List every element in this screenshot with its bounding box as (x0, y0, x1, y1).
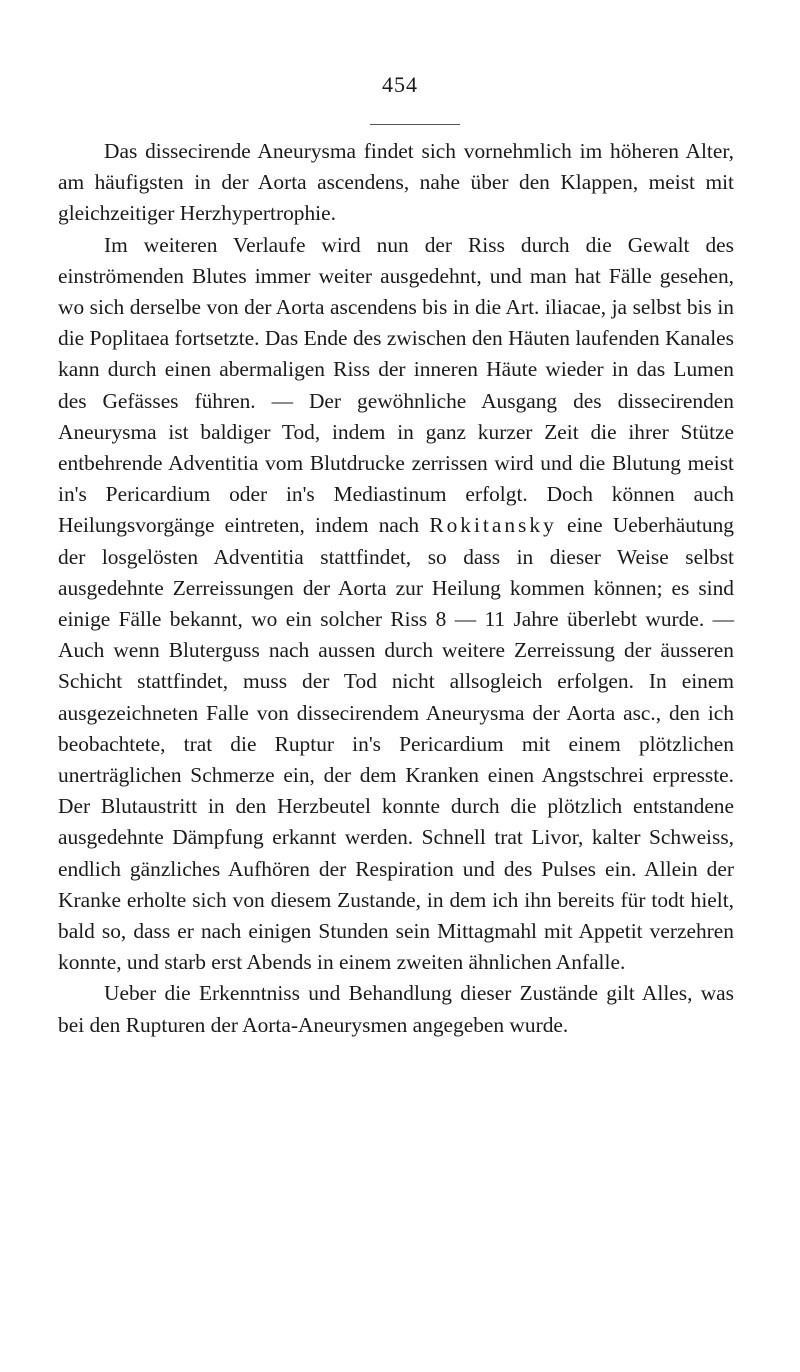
page-number-rule (370, 124, 460, 125)
page-number: 454 (382, 72, 418, 97)
paragraph-2 (58, 230, 734, 979)
author-name-rokitansky: Rokitansky (429, 513, 557, 538)
body-text (58, 136, 734, 1041)
paragraph-2-part-2: eine Ueberhäutung der losgelösten Adventitia stattfindet, so dass in dieser Weise selbst ausgedehnte Zerreissungen der Aorta zur Heilung kommen können; es sind einige Fälle bekannt, wo ein solcher Riss 8 — 11 Jahre überlebt wurde. — Auch wenn Bluterguss nach aussen durch weitere Zerreissung der äusseren Schicht stattfindet, muss der Tod nicht allsogleich erfolgen. In einem ausgezeichneten Falle von dissecirendem Aneurysma der Aorta asc., den ich beobachtete, trat die Ruptur in's Pericardium mit einem plötzlichen unerträglichen Schmerze ein, der dem Kranken einen Angstschrei erpresste. Der Blutaustritt in den Herzbeutel konnte durch die plötzlich entstandene ausgedehnte Dämpfung erkannt werden. Schnell trat Livor, kalter Schweiss, endlich gänzliches Aufhören der Respiration und des Pulses ein. Allein der Kranke erholte sich von diesem Zustande, in dem ich ihn bereits für todt hielt, bald so, dass er nach einigen Stunden sein Mittagmahl mit Appetit verzehren konnte, und starb erst Abends in einem zweiten ähnlichen Anfalle. (58, 513, 734, 975)
paragraph-1: Das dissecirende Aneurysma findet sich vornehmlich im höheren Alter, am häufigsten in der Aorta ascendens, nahe über den Klappen, meist mit gleichzeitiger Herzhypertrophie. (58, 139, 734, 226)
paragraph-3: Ueber die Erkenntniss und Behandlung dieser Zustände gilt Alles, was bei den Rupturen der Aorta-Aneurysmen angegeben wurde. (58, 981, 734, 1037)
paragraph-2-part-1: Im weiteren Verlaufe wird nun der Riss durch die Gewalt des einströmenden Blutes immer weiter ausgedehnt, und man hat Fälle gesehen, wo sich derselbe von der Aorta ascendens bis in die Art. iliacae, ja selbst bis in die Poplitaea fortsetzte. Das Ende des zwischen den Häuten laufenden Kanales kann durch einen abermaligen Riss der inneren Häute wieder in das Lumen des Gefässes führen. — Der gewöhnliche Ausgang des dissecirenden Aneurysma ist baldiger Tod, indem in ganz kurzer Zeit die ihrer Stütze entbehrende Adventitia vom Blutdrucke zerrissen wird und die Blutung meist in's Pericardium oder in's Mediastinum erfolgt. Doch können auch Heilungsvorgänge eintreten, indem nach (58, 232, 734, 538)
